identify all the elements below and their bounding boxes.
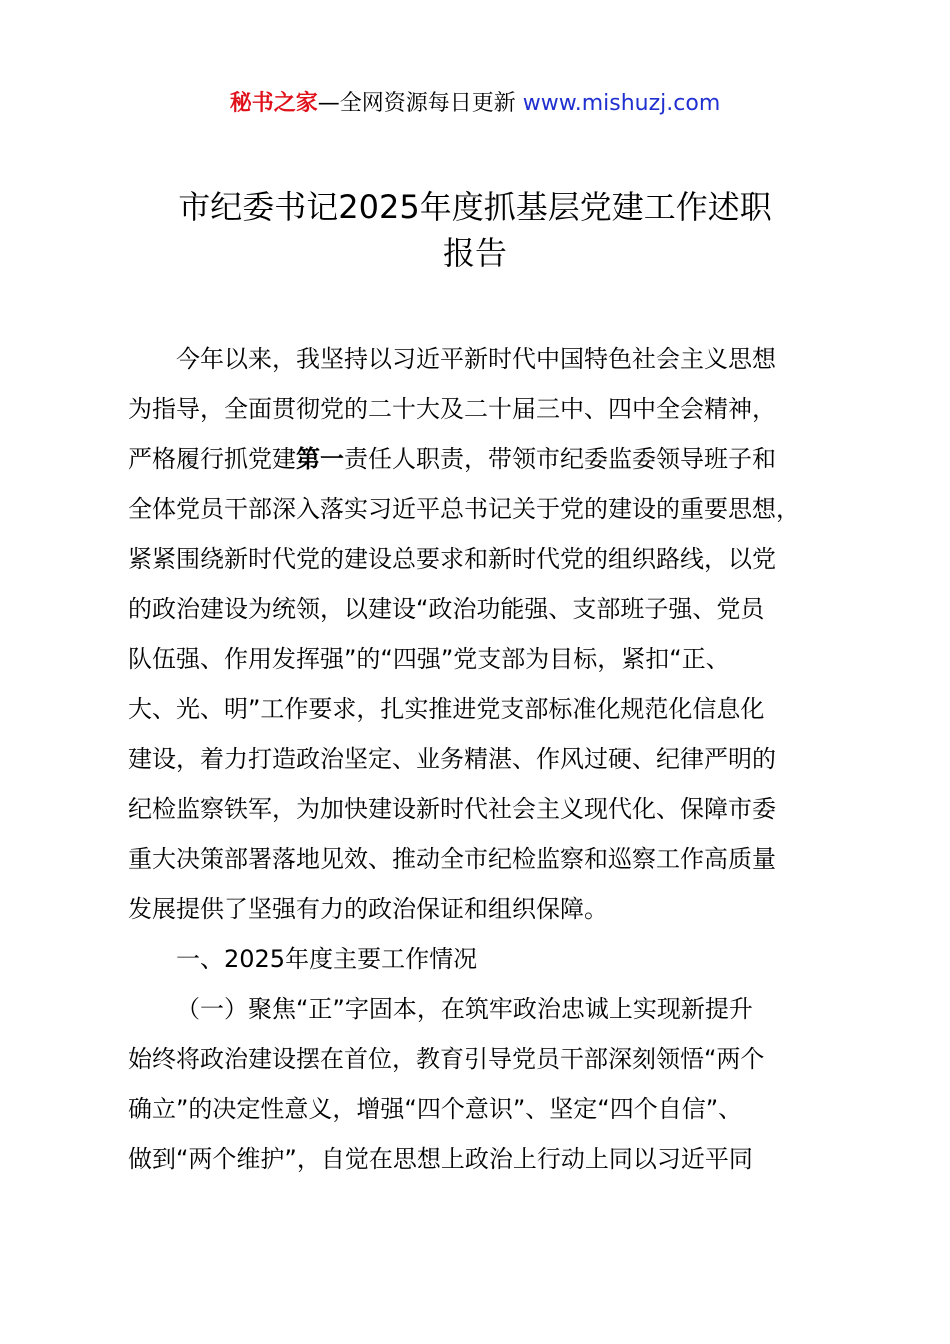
body-line: 大、光、明”工作要求，扎实推进党支部标准化规范化信息化 xyxy=(128,695,765,723)
site-url[interactable]: www.mishuzj.com xyxy=(522,91,721,116)
emphasis-text: 第一 xyxy=(296,445,344,473)
body-line: 为指导，全面贯彻党的二十大及二十届三中、四中全会精神， xyxy=(128,395,776,423)
site-slogan: —全网资源每日更新 xyxy=(317,91,516,116)
body-line: 确立”的决定性意义，增强“四个意识”、坚定“四个自信”、 xyxy=(128,1095,743,1123)
body-line-text: 责任人职责，带领市纪委监委领导班子和 xyxy=(344,445,776,473)
document-body xyxy=(128,334,848,1184)
site-name: 秘书之家 xyxy=(229,91,318,116)
document-title xyxy=(120,184,830,276)
body-line: 的政治建设为统领，以建设“政治功能强、支部班子强、党员 xyxy=(128,595,765,623)
body-line: 做到“两个维护”，自觉在思想上政治上行动上同以习近平同 xyxy=(128,1145,753,1173)
body-line: 纪检监察铁军，为加快建设新时代社会主义现代化、保障市委 xyxy=(128,795,776,823)
body-line: 今年以来，我坚持以习近平新时代中国特色社会主义思想 xyxy=(176,345,776,373)
site-header xyxy=(0,88,950,120)
body-line: 建设，着力打造政治坚定、业务精湛、作风过硬、纪律严明的 xyxy=(128,745,776,773)
body-line: 队伍强、作用发挥强”的“四强”党支部为目标，紧扣“正、 xyxy=(128,645,730,673)
body-line: 紧紧围绕新时代党的建设总要求和新时代党的组织路线，以党 xyxy=(128,545,776,573)
section-heading: 一、2025年度主要工作情况 xyxy=(176,945,478,973)
body-line: 重大决策部署落地见效、推动全市纪检监察和巡察工作高质量 xyxy=(128,845,776,873)
body-line: 发展提供了坚强有力的政治保证和组织保障。 xyxy=(128,895,608,923)
body-line-with-emphasis xyxy=(128,434,848,484)
subsection-heading: （一）聚焦“正”字固本，在筑牢政治忠诚上实现新提升 xyxy=(176,995,753,1023)
title-line-1: 市纪委书记2025年度抓基层党建工作述职 xyxy=(178,188,772,226)
body-line: 全体党员干部深入落实习近平总书记关于党的建设的重要思想， xyxy=(128,495,800,523)
body-line-text: 严格履行抓党建 xyxy=(128,445,296,473)
body-line: 始终将政治建设摆在首位，教育引导党员干部深刻领悟“两个 xyxy=(128,1045,765,1073)
title-line-2: 报告 xyxy=(442,234,507,272)
